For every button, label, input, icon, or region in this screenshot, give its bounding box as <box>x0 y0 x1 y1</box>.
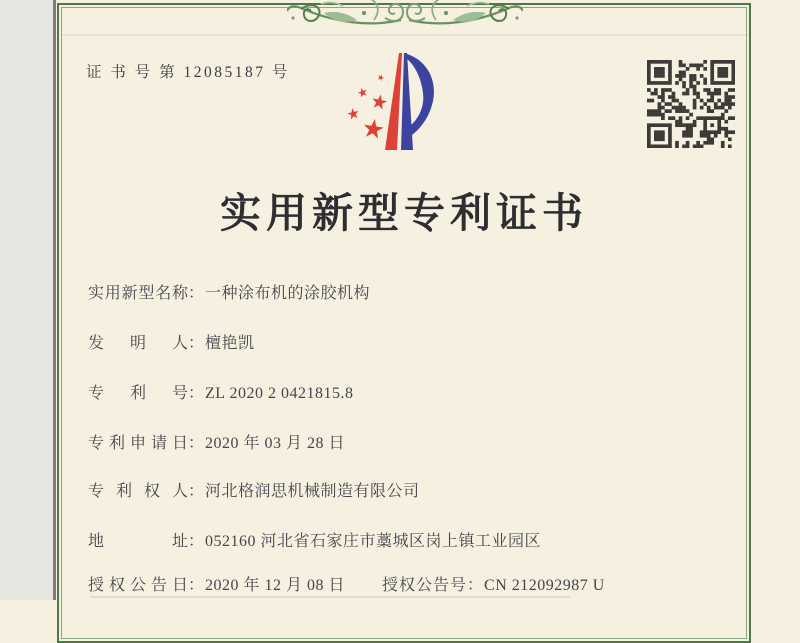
logo-star-icon <box>378 75 385 82</box>
cnipa-patent-logo-icon <box>340 48 440 153</box>
scan-shadow-top <box>62 34 750 36</box>
field-label: 发明人 <box>88 335 188 352</box>
field-value: 2020 年 12 月 08 日 <box>205 577 346 594</box>
field-colon: ： <box>188 385 205 402</box>
field-colon: ： <box>188 533 205 550</box>
logo-star-icon <box>364 119 384 139</box>
field-group-publication-number <box>382 572 605 595</box>
field-label: 专利申请日 <box>88 435 188 452</box>
logo-red-wedge <box>385 53 402 150</box>
field-label: 授权公告号 <box>382 577 468 594</box>
logo-star-icon <box>347 108 358 119</box>
logo-star-icon <box>358 88 367 98</box>
field-label: 实用新型名称 <box>88 285 188 302</box>
field-label: 地址 <box>88 533 188 550</box>
field-colon: ： <box>188 483 205 500</box>
field-label: 授权公告日 <box>88 577 188 594</box>
field-value: CN 212092987 U <box>484 577 605 594</box>
field-colon: ： <box>188 435 205 452</box>
field-colon: ： <box>188 335 205 352</box>
field-value: 一种涂布机的涂胶机构 <box>205 285 371 302</box>
field-row-inventor <box>88 330 255 353</box>
field-colon: ： <box>188 285 205 302</box>
field-row-address <box>88 528 541 551</box>
qr-code-icon <box>647 60 735 148</box>
scan-edge-strip <box>0 0 56 600</box>
field-value: 河北格润思机械制造有限公司 <box>205 483 420 500</box>
field-value: 052160 河北省石家庄市藁城区岗上镇工业园区 <box>205 533 542 550</box>
top-ornament-flourish-icon <box>287 0 523 27</box>
field-colon: ： <box>188 577 205 594</box>
field-value: 2020 年 03 月 28 日 <box>205 435 346 452</box>
field-colon: ： <box>467 577 484 594</box>
certificate-number: 证 书 号 第 12085187 号 <box>86 64 290 81</box>
field-row-name <box>88 280 370 303</box>
field-row-grant <box>88 572 605 595</box>
field-row-patent-number <box>88 380 353 403</box>
field-value: ZL 2020 2 0421815.8 <box>205 385 354 402</box>
field-row-patentee <box>88 478 420 501</box>
logo-star-icon <box>372 95 387 110</box>
certificate-title: 实用新型专利证书 <box>220 190 588 236</box>
field-label: 专利权人 <box>88 483 188 500</box>
field-label: 专利号 <box>88 385 188 402</box>
field-row-filing-date <box>88 430 345 453</box>
field-value: 檀艳凯 <box>205 335 255 352</box>
scan-shadow-bottom <box>90 596 570 598</box>
